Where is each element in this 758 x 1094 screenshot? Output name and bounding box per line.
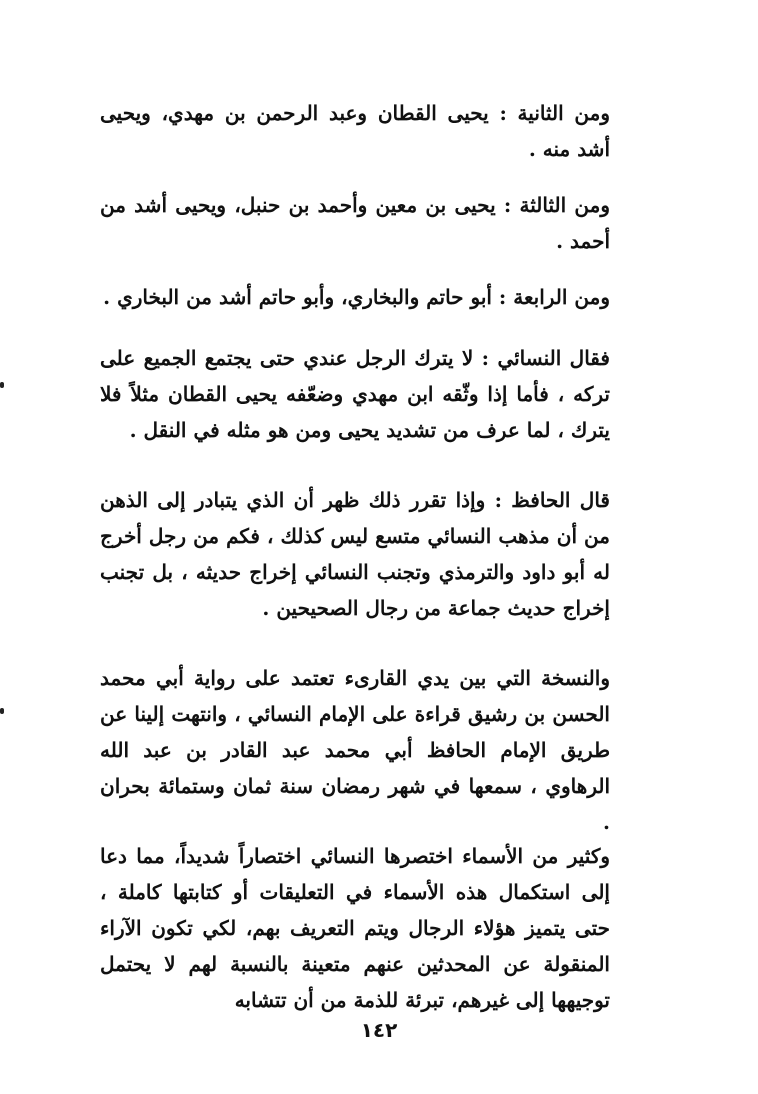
page-number: ١٤٢ [360, 1018, 398, 1042]
margin-mark [0, 708, 4, 714]
paragraph-fourth-class: ومن الرابعة : أبو حاتم والبخاري، وأبو حاتم أشد من البخاري . [103, 285, 610, 309]
paragraph-second-class: ومن الثانية : يحيى القطان وعبد الرحمن بن مهدي، ويحيى أشد منه . [100, 101, 610, 161]
paragraph-hafiz-statement: قال الحافظ : وإذا تقرر ذلك ظهر أن الذي يتبادر إلى الذهن من أن مذهب النسائي متسع ليس كذلك ، فكم من رجل أخرج له أبو داود والترمذي وتجنب النسائي إخراج حديثه ، بل تجنب إخراج حديث جماعة من رجال الصحيحين . [100, 488, 610, 620]
paragraph-manuscript-note: والنسخة التي بين يدي القارىء تعتمد على رواية أبي محمد الحسن بن رشيق قراءة على الإمام النسائي ، وانتهت إلينا عن طريق الإمام الحافظ أبي محمد عبد القادر بن عبد الله الرهاوي ، سمعها في شهر رمضان سنة ثمان وستمائة بحران . [100, 666, 610, 834]
paragraph-names-note: وكثير من الأسماء اختصرها النسائي اختصاراً شديداً، مما دعا إلى استكمال هذه الأسماء في التعليقات أو كتابتها كاملة ، حتى يتميز هؤلاء الرجال ويتم التعريف بهم، لكي تكون الآراء المنقولة عن المحدثين عنهم متعينة بالنسبة لهم لا يحتمل توجيهها إلى غيرهم، تبرئة للذمة من أن تتشابه [100, 844, 610, 1012]
paragraph-nasai-statement: فقال النسائي : لا يترك الرجل عندي حتى يجتمع الجميع على تركه ، فأما إذا وثّقه ابن مهدي وضعّفه يحيى القطان مثلاً فلا يترك ، لما عرف من تشديد يحيى ومن هو مثله في النقل . [100, 346, 610, 442]
paragraph-third-class: ومن الثالثة : يحيى بن معين وأحمد بن حنبل، ويحيى أشد من أحمد . [100, 193, 610, 253]
margin-mark [0, 382, 4, 388]
